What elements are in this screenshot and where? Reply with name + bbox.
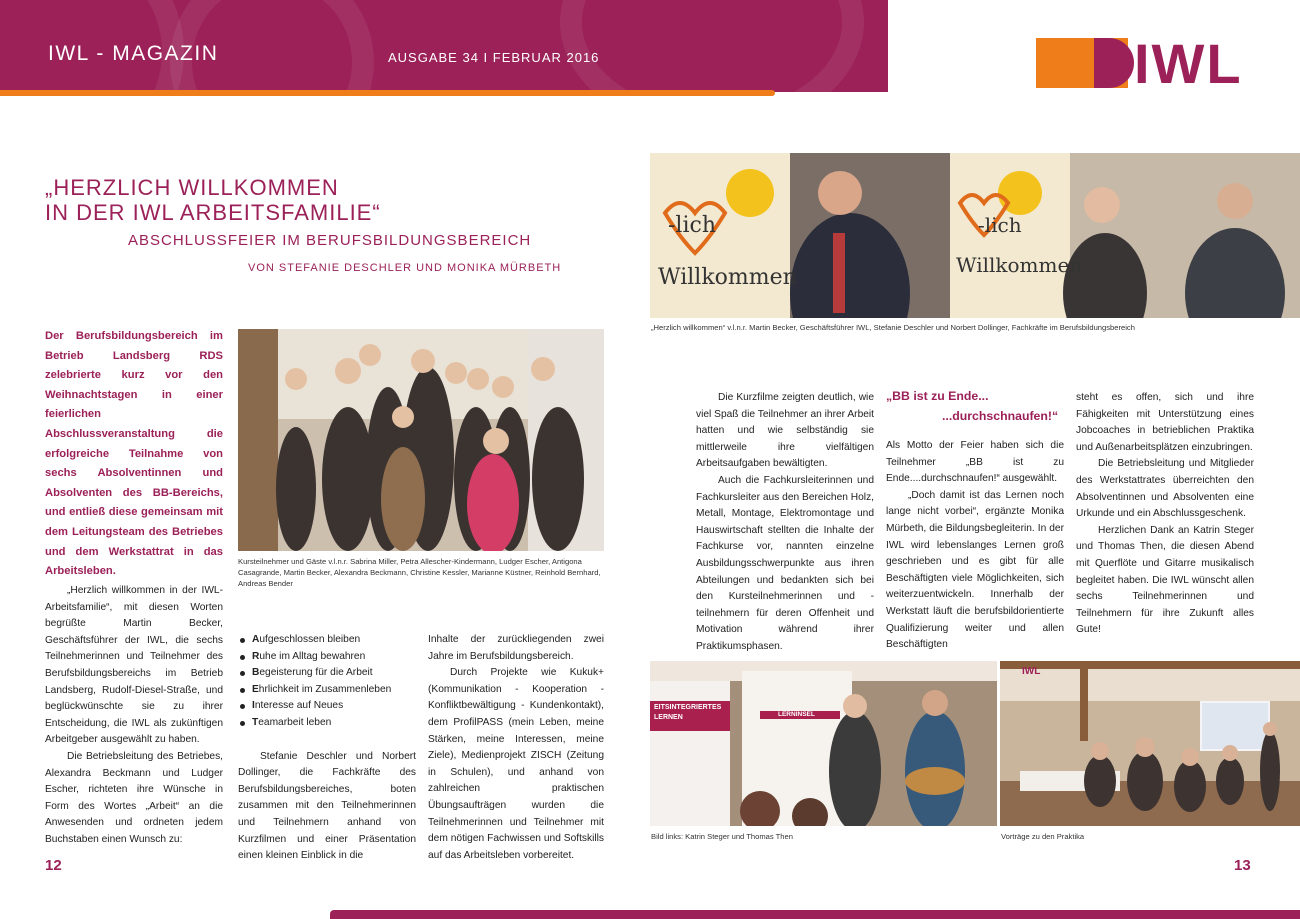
presentation-photo-caption: Vorträge zu den Praktika [1001,832,1085,841]
paragraph: Herzlichen Dank an Katrin Steger und Thomas Then, die diesen Abend mit Querflöte und Gitarre musikalisch begleitet haben. Die IWL wünscht allen sechs Teilnehmerinnen und Teilnehmern für ihre Zukunft alles Gute! [1076,524,1254,636]
article-subtitle: ABSCHLUSSFEIER IM BERUFSBILDUNGSBEREICH [128,232,532,249]
column-5 [886,386,1064,654]
paragraph: Als Motto der Feier haben sich die Teilnehmer „BB ist zu Ende....durchschnaufen!“ ausgewählt. [886,440,1064,485]
bullet-item: Ruhe im Alltag bewahren [238,649,416,666]
bullet-item: Begeisterung für die Arbeit [238,665,416,682]
footer-bar [330,910,1300,919]
rollup-banner-text: EITSINTEGRIERTES LERNEN [654,704,722,721]
section-heading: ...durchschnaufen!“ [942,409,1059,423]
iwl-logo [1036,32,1256,95]
music-photo-caption: Bild links: Katrin Steger und Thomas Then [651,832,793,841]
paragraph: „Doch damit ist das Lernen noch lange nicht vorbei“, ergänzte Monika Mürbeth, die Bildungsbegleiterin. In der IWL wird lebenslanges Lernen groß geschrieben und es gibt für alle Beschäftigten viele Möglichkeiten, sich weiterzuentwickeln. Innerhalb der Werkstatt läuft die berufsbildorientierte Qualifizierung weiter und allen Beschäftigten [886,489,1064,651]
article-byline: VON STEFANIE DESCHLER UND MONIKA MÜRBETH [248,262,562,274]
paragraph: Die Betriebsleitung und Mitglieder des Werkstattrates überreichten den Absolventinnen und Absolventen eine Urkunde und ein Abschlussgeschenk. [1076,458,1254,520]
column-3 [428,632,604,864]
header-accent-rule [0,90,775,96]
page-number-left: 12 [45,857,62,874]
article-title-line-2: IN DER IWL ARBEITSFAMILIE“ [45,200,381,225]
banner-text: -lich [668,213,716,238]
presentation-photo [1000,661,1300,826]
logo-wave-shape [1094,38,1134,88]
bullet-item: Aufgeschlossen bleiben [238,632,416,649]
column-6 [1076,390,1254,639]
article-lead: Der Berufsbildungsbereich im Betrieb Landsberg RDS zelebrierte kurz vor den Weihnachtstagen in einer feierlichen Abschlussveranstaltung die erfolgreiche Teilnahme von sechs Absolventinnen und Absolventen des BB-Bereichs, und entließ diese gemeinsam mit dem Leitungsteam des Betriebes und dem Werkstattrat in das Arbeitsleben. [45,330,223,578]
paragraph: steht es offen, sich und ihre Fähigkeiten mit Unterstützung eines Jobcoaches in betrieblichen Praktika und Außenarbeitsplätzen einzubringen. [1076,392,1254,453]
banner-text: Willkommen [658,265,797,290]
group-photo-caption: Kursteilnehmer und Gäste v.l.n.r. Sabrina Miller, Petra Allescher-Kindermann, Ludger Escher, Antigona Casagrande, Martin Becker, Alexandra Beckmann, Christine Kessler, Marianne Küstner, Reinhold Bernhard, Andreas Bender [238,557,601,588]
column-1 [45,583,223,849]
paragraph: „Herzlich willkommen in der IWL-Arbeitsfamilie“, mit diesen Worten begrüßte Martin Becker, Geschäftsführer der IWL, die sechs Teilnehmerinnen und Teilnehmer des Berufsbildungsbereichs im Betrieb Landsberg, Rudolf-Diesel-Straße, und beglückwünschte sie zu ihrer Entscheidung, die IWL als zukünftigen Arbeitgeber ausgewählt zu haben. [45,585,223,746]
welcome-photo [650,153,1300,318]
paragraph: Stefanie Deschler und Norbert Dollinger, die Fachkräfte des Berufsbildungsbereiches, boten zusammen mit den Teilnehmerinnen und Teilnehmern anhand von Kurzfilmen und einer Präsentation einen kleinen Einblick in die [238,750,416,862]
paragraph: Die Kurzfilme zeigten deutlich, wie viel Spaß die Teilnehmer an ihrer Arbeit hatten und wie selbständig sie mittlerweile ihre vielfältigen Arbeitsaufgaben bewältigten. [696,392,874,470]
banner-text: -lich [978,213,1022,237]
issue-label: AUSGABE 34 I FEBRUAR 2016 [388,50,600,65]
column-2 [238,632,416,865]
paragraph: Durch Projekte wie Kukuk+ (Kommunikation - Kooperation - Konfliktbewältigung - Kundenkontakt), dem ProfilPASS (mein Leben, meine Stärken, meine Interessen, meine Ziele), Medienprojekt ZISCH (Zeitung in Schulen), und anhand von zahlreichen praktischen Übungsaufträgen wurden die Teilnehmerinnen und Teilnehmer mit dem nötigen Fachwissen und Softskills auf das Arbeitsleben vorbereitet. [428,667,604,861]
bullet-item: Interesse auf Neues [238,698,416,715]
paragraph: Die Betriebsleitung des Betriebes, Alexandra Beckmann und Ludger Escher, richteten ihre Wünsche in Form des Wortes „Arbeit“ an die Anwesenden und ordneten jedem Buchstaben einen Wunsch zu: [45,750,223,845]
group-photo [238,329,604,551]
welcome-photo-caption: „Herzlich willkommen“ v.l.n.r. Martin Becker, Geschäftsführer IWL, Stefanie Deschler und Norbert Dollinger, Fachkräfte im Berufsbildungsbereich [651,323,1135,332]
column-4 [696,390,874,656]
music-photo [650,661,997,826]
arbeit-bullet-list [238,632,416,732]
decorative-swirl [560,0,864,92]
section-heading: „BB ist zu Ende... [886,389,989,403]
magazine-title: IWL - MAGAZIN [48,42,219,65]
paragraph: Auch die Fachkursleiterinnen und Fachkursleiter aus den Bereichen Holz, Metall, Montage, Elektromontage und Hauswirtschaft stellten die Inhalte der Fachkurse vor, nannten einzelne Ausbildungsschwerpunkte aus ihren Abteilungen und bedankten sich bei den Kursteilnehmerinnen und -teilnehmern für deren Offenheit und Motivation während ihrer Praktikumsphasen. [696,474,874,652]
bullet-item: Teamarbeit leben [238,715,416,732]
page-number-right: 13 [1234,857,1251,874]
paragraph: Inhalte der zurückliegenden zwei Jahre im Berufsbildungsbereich. [428,634,604,662]
rollup-banner-text: LERNINSEL [778,711,815,718]
rollup-logo: IWL [1022,666,1041,677]
bullet-item: Ehrlichkeit im Zusammenleben [238,682,416,699]
article-title-line-1: „HERZLICH WILLKOMMEN [45,175,339,200]
logo-text: IWL [1134,32,1243,95]
banner-text: Willkommen [956,253,1083,277]
